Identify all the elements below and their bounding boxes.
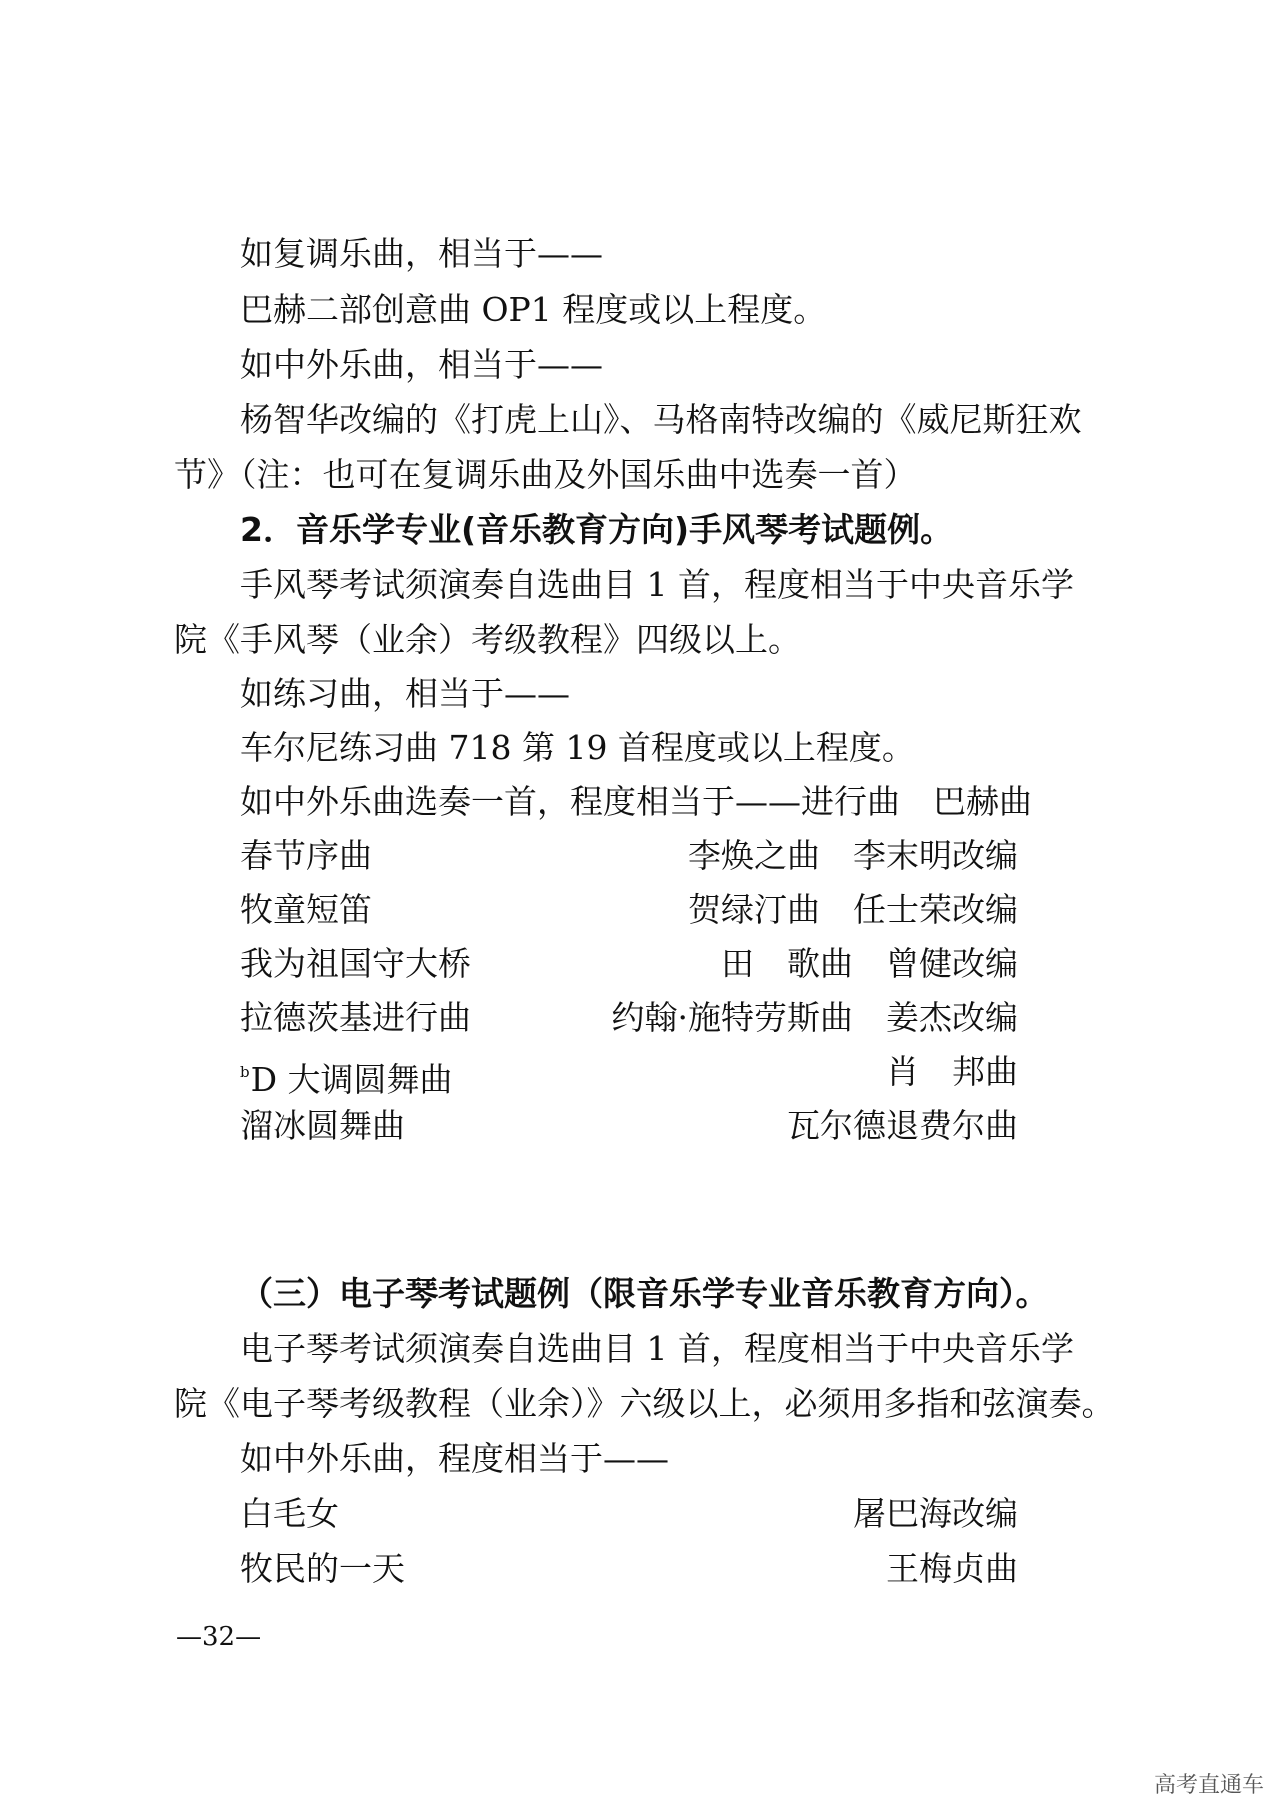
piece-title: 春节序曲 bbox=[240, 836, 372, 875]
text-line: 巴赫二部创意曲 OP1 程度或以上程度。 bbox=[240, 290, 827, 329]
text-line: 节》（注：也可在复调乐曲及外国乐曲中选奏一首） bbox=[174, 455, 917, 494]
section-heading-accordion: 2．音乐学专业(音乐教育方向)手风琴考试题例。 bbox=[240, 510, 954, 549]
page-number: —32— bbox=[176, 1622, 262, 1652]
text-line: 杨智华改编的《打虎上山》、马格南特改编的《威尼斯狂欢 bbox=[240, 400, 1082, 439]
piece-credit: 约翰·施特劳斯曲 姜杰改编 bbox=[611, 998, 1018, 1037]
text-line: 如中外乐曲选奏一首，程度相当于——进行曲 巴赫曲 bbox=[240, 782, 1032, 821]
piece-credit: 王梅贞曲 bbox=[886, 1549, 1018, 1588]
flat-symbol: b bbox=[240, 1063, 250, 1081]
text-line: 如中外乐曲，相当于—— bbox=[240, 345, 603, 384]
section-heading-keyboard: （三）电子琴考试题例（限音乐学专业音乐教育方向）。 bbox=[240, 1274, 1049, 1313]
piece-credit: 田 歌曲 曾健改编 bbox=[721, 944, 1018, 983]
text-line: 手风琴考试须演奏自选曲目 1 首，程度相当于中央音乐学 bbox=[240, 565, 1074, 604]
text-line: 院《电子琴考级教程（业余）》六级以上，必须用多指和弦演奏。 bbox=[174, 1384, 1115, 1423]
piece-credit: 屠巴海改编 bbox=[853, 1494, 1018, 1533]
piece-title: D 大调圆舞曲 bbox=[250, 1060, 453, 1099]
text-line: 如中外乐曲，程度相当于—— bbox=[240, 1439, 669, 1478]
piece-title: 拉德茨基进行曲 bbox=[240, 998, 471, 1037]
piece-title: 牧民的一天 bbox=[240, 1549, 405, 1588]
piece-title: 我为祖国守大桥 bbox=[240, 944, 471, 983]
text-line: 院《手风琴（业余）考级教程》四级以上。 bbox=[174, 620, 801, 659]
piece-credit: 瓦尔德退费尔曲 bbox=[787, 1106, 1018, 1145]
piece-credit: 贺绿汀曲 任士荣改编 bbox=[688, 890, 1018, 929]
piece-title-row bbox=[240, 1050, 453, 1102]
text-line: 如复调乐曲，相当于—— bbox=[240, 234, 603, 273]
text-line: 车尔尼练习曲 718 第 19 首程度或以上程度。 bbox=[240, 728, 915, 767]
text-line: 电子琴考试须演奏自选曲目 1 首，程度相当于中央音乐学 bbox=[240, 1329, 1074, 1368]
watermark: 高考直通车 bbox=[1153, 1773, 1264, 1798]
piece-title: 溜冰圆舞曲 bbox=[240, 1106, 405, 1145]
text-line: 如练习曲，相当于—— bbox=[240, 674, 570, 713]
piece-title: 白毛女 bbox=[240, 1494, 339, 1533]
piece-credit: 肖 邦曲 bbox=[886, 1052, 1018, 1091]
piece-title: 牧童短笛 bbox=[240, 890, 372, 929]
piece-credit: 李焕之曲 李末明改编 bbox=[688, 836, 1018, 875]
